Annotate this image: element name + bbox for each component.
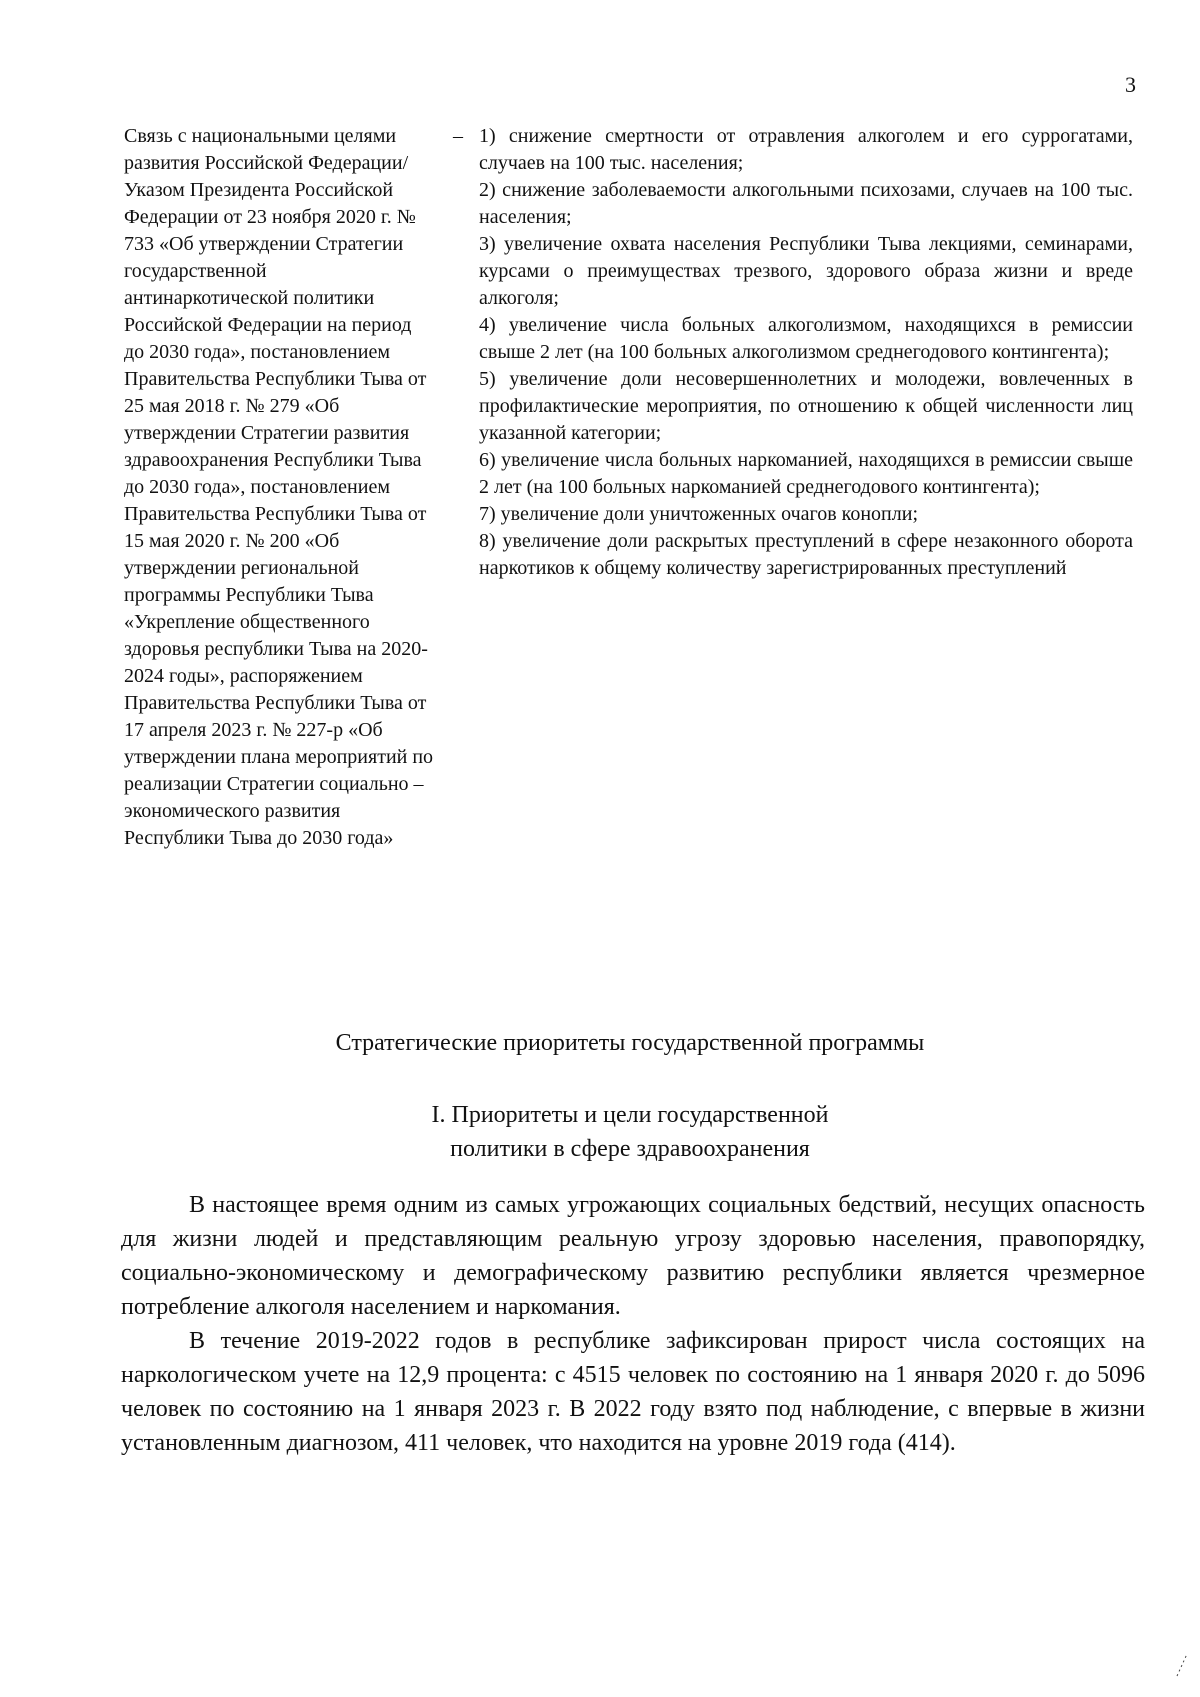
list-item-text: 7) увеличение доли уничтоженных очагов конопли; [479, 503, 918, 525]
scan-mark-icon [1175, 1650, 1189, 1678]
list-item [453, 447, 1133, 501]
list-item-text: 1) снижение смертности от отравления алкоголем и его суррогатами, случаев на 100 тыс. населения; [479, 125, 1133, 174]
list-item [453, 528, 1133, 582]
page-number: 3 [1125, 72, 1136, 97]
list-item-text: 5) увеличение доли несовершеннолетних и молодежи, вовлеченных в профилактические мероприятия, по отношению к общей численности лиц указанной категории; [479, 368, 1133, 444]
list-item [453, 501, 1133, 528]
list-item [453, 366, 1133, 447]
list-item-text: 4) увеличение числа больных алкоголизмом, находящихся в ремиссии свыше 2 лет (на 100 больных алкоголизмом среднегодового контингента); [479, 314, 1133, 363]
list-item-text: 6) увеличение числа больных наркоманией, находящихся в ремиссии свыше 2 лет (на 100 больных наркоманией среднегодового контингента); [479, 449, 1133, 498]
list-item-text: 3) увеличение охвата населения Республики Тыва лекциями, семинарами, курсами о преимуществах трезвого, здорового образа жизни и вреде алкоголя; [479, 233, 1133, 309]
dash-marker: – [453, 125, 463, 147]
section-heading-line: I. Приоритеты и цели государственной [431, 1102, 829, 1128]
body-text [121, 1188, 1145, 1460]
list-item-text: 2) снижение заболеваемости алкогольными психозами, случаев на 100 тыс. населения; [479, 179, 1133, 228]
list-item [453, 177, 1133, 231]
strategic-priorities-heading: Стратегические приоритеты государственной программы [335, 1030, 925, 1056]
paragraph: В настоящее время одним из самых угрожающих социальных бедствий, несущих опасность для жизни людей и представляющим реальную угрозу здоровью населения, правопорядку, социально-экономическому и демографическому развитию республики является чрезмерное потребление алкоголя населением и наркомания. [121, 1192, 1145, 1320]
indicators-list [453, 123, 1133, 582]
paragraph: В течение 2019-2022 годов в республике зафиксирован прирост числа состоящих на наркологическом учете на 12,9 процента: с 4515 человек по состоянию на 1 января 2020 г. до 5096 человек по состоянию на 1 января 2023 г. В 2022 году взято под наблюдение, с впервые в жизни установленным диагнозом, 411 человек, что находится на уровне 2019 года (414). [121, 1328, 1145, 1456]
list-item [453, 123, 1133, 177]
section-heading-line: политики в сфере здравоохранения [450, 1136, 810, 1162]
national-goals-link-text: Связь с национальными целями развития Российской Федерации/ Указом Президента Российской Федерации от 23 ноября 2020 г. № 733 «Об утверждении Стратегии государственной антинаркотической политики Российской Федерации на период до 2030 года», постановлением Правительства Республики Тыва от 25 мая 2018 г. № 279 «Об утверждении Стратегии развития здравоохранения Республики Тыва до 2030 года», постановлением Правительства Республики Тыва от 15 мая 2020 г. № 200 «Об утверждении региональной программы Республики Тыва «Укрепление общественного здоровья республики Тыва на 2020-2024 годы», распоряжением Правительства Республики Тыва от 17 апреля 2023 г. № 227-р «Об утверждении плана мероприятий по реализации Стратегии социально – экономического развития Республики Тыва до 2030 года» [124, 125, 434, 849]
list-item-text: 8) увеличение доли раскрытых преступлений в сфере незаконного оборота наркотиков к общему количеству зарегистрированных преступлений [479, 530, 1133, 579]
section-heading [0, 1098, 1200, 1166]
list-item [453, 312, 1133, 366]
list-item [453, 231, 1133, 312]
